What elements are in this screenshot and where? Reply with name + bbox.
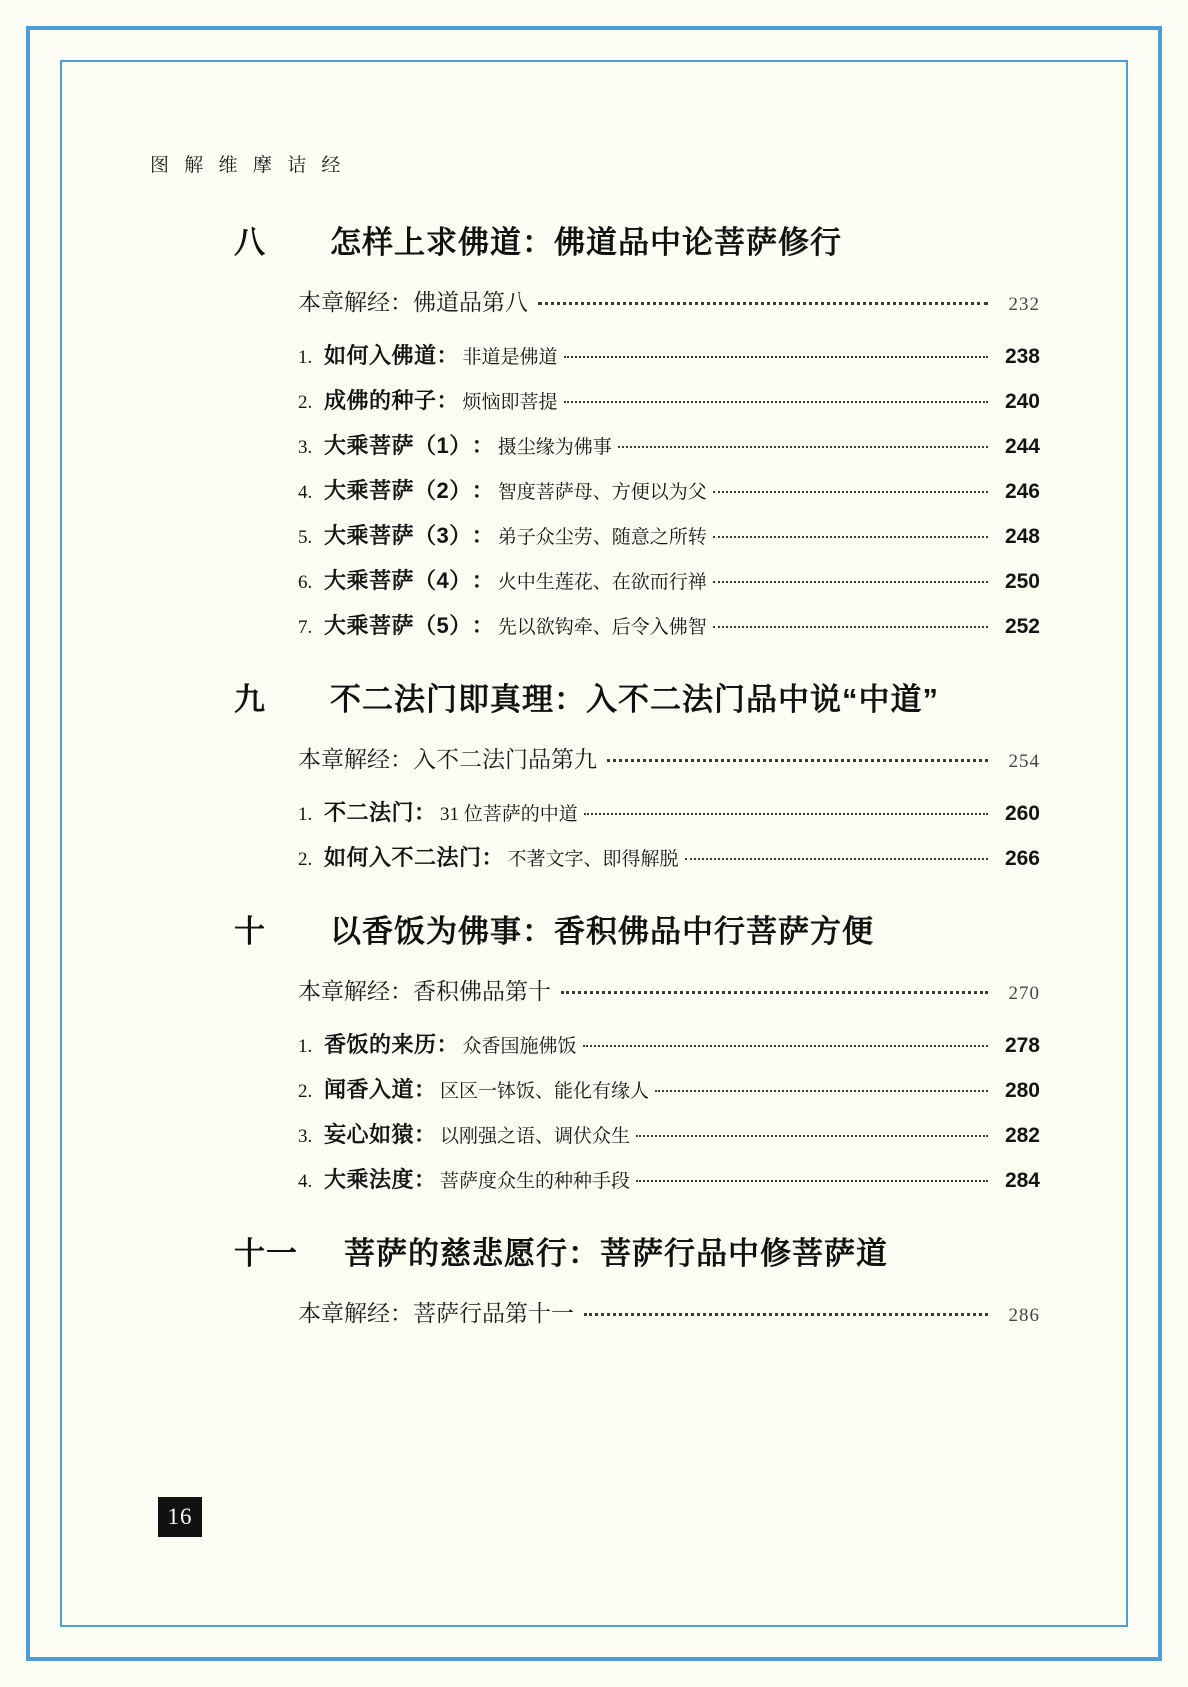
entry-page: 280 bbox=[1004, 1079, 1040, 1102]
entry-index: 2. bbox=[298, 1081, 313, 1102]
entry-title: 香饭的来历 bbox=[324, 1032, 437, 1057]
leader-dots bbox=[583, 1045, 988, 1047]
entry-subtitle: 烦恼即菩提 bbox=[462, 392, 558, 413]
entry-title: 如何入不二法门 bbox=[324, 845, 482, 870]
entry-colon: ： bbox=[414, 800, 437, 825]
entry-index: 5. bbox=[298, 527, 313, 548]
entry-index: 3. bbox=[298, 1126, 313, 1147]
toc-entry[interactable] bbox=[150, 1073, 1040, 1104]
entry-subtitle: 火中生莲花、在欲而行禅 bbox=[497, 572, 707, 593]
chapter-heading bbox=[150, 674, 1040, 719]
entry-title: 大乘菩萨（3） bbox=[324, 523, 472, 548]
entry-subtitle: 智度菩萨母、方便以为父 bbox=[497, 482, 707, 503]
entry-page: 240 bbox=[1004, 390, 1040, 413]
entry-colon: ： bbox=[471, 613, 494, 638]
chapter-number: 九 bbox=[234, 682, 266, 717]
entry-page: 284 bbox=[1004, 1169, 1040, 1192]
entry-page: 244 bbox=[1004, 435, 1040, 458]
leader-dots bbox=[713, 581, 988, 583]
entry-subtitle: 不著文字、即得解脱 bbox=[507, 849, 679, 870]
entry-index: 3. bbox=[298, 437, 313, 458]
entry-index: 6. bbox=[298, 572, 313, 593]
chapter-title-text: 怎样上求佛道：佛道品中论菩萨修行 bbox=[330, 225, 842, 260]
entry-subtitle: 弟子众尘劳、随意之所转 bbox=[497, 527, 707, 548]
entry-colon: ： bbox=[481, 845, 504, 870]
chapter-lead-text: 本章解经：香积佛品第十 bbox=[298, 979, 551, 1004]
running-head: 图 解 维 摩 诘 经 bbox=[150, 155, 346, 176]
leader-dots bbox=[564, 356, 988, 358]
entry-colon: ： bbox=[471, 568, 494, 593]
entry-subtitle: 非道是佛道 bbox=[462, 347, 558, 368]
toc-entry[interactable] bbox=[150, 609, 1040, 640]
leader-dots bbox=[607, 759, 988, 762]
leader-dots bbox=[713, 536, 988, 538]
toc-chapter bbox=[150, 217, 1040, 640]
entry-subtitle: 先以欲钩牵、后令入佛智 bbox=[497, 617, 707, 638]
toc-entry[interactable] bbox=[150, 474, 1040, 505]
entry-page: 238 bbox=[1004, 345, 1040, 368]
chapter-lead-page: 254 bbox=[1008, 751, 1040, 772]
leader-dots bbox=[561, 991, 988, 994]
chapter-title-text: 菩萨的慈悲愿行：菩萨行品中修菩萨道 bbox=[344, 1236, 888, 1271]
entry-page: 278 bbox=[1004, 1034, 1040, 1057]
entry-subtitle: 31 位菩萨的中道 bbox=[440, 804, 578, 825]
entry-title: 成佛的种子 bbox=[324, 388, 437, 413]
leader-dots bbox=[713, 626, 988, 628]
chapter-lead-entry[interactable] bbox=[150, 973, 1040, 1006]
chapter-number: 十一 bbox=[234, 1236, 298, 1271]
entry-subtitle: 众香国施佛饭 bbox=[462, 1036, 577, 1057]
leader-dots bbox=[636, 1135, 988, 1137]
entry-index: 7. bbox=[298, 617, 313, 638]
entry-title: 大乘菩萨（4） bbox=[324, 568, 472, 593]
entry-page: 282 bbox=[1004, 1124, 1040, 1147]
entry-page: 248 bbox=[1004, 525, 1040, 548]
toc-entry[interactable] bbox=[150, 519, 1040, 550]
entry-index: 2. bbox=[298, 849, 313, 870]
entry-title: 大乘菩萨（2） bbox=[324, 478, 472, 503]
entry-page: 266 bbox=[1004, 847, 1040, 870]
entry-page: 260 bbox=[1004, 802, 1040, 825]
entry-colon: ： bbox=[471, 523, 494, 548]
chapter-lead-text: 本章解经：菩萨行品第十一 bbox=[298, 1301, 574, 1326]
entry-index: 1. bbox=[298, 347, 313, 368]
chapter-heading bbox=[150, 217, 1040, 262]
entry-subtitle: 摄尘缘为佛事 bbox=[497, 437, 612, 458]
toc-chapter bbox=[150, 1228, 1040, 1328]
chapter-title-text: 不二法门即真理：入不二法门品中说“中道” bbox=[330, 682, 939, 717]
entry-page: 246 bbox=[1004, 480, 1040, 503]
entry-index: 4. bbox=[298, 1171, 313, 1192]
entry-index: 1. bbox=[298, 804, 313, 825]
entry-colon: ： bbox=[414, 1077, 437, 1102]
leader-dots bbox=[564, 401, 988, 403]
toc-entry[interactable] bbox=[150, 1028, 1040, 1059]
leader-dots bbox=[685, 858, 988, 860]
toc-entry[interactable] bbox=[150, 1118, 1040, 1149]
chapter-lead-text: 本章解经：佛道品第八 bbox=[298, 290, 528, 315]
chapter-title-text: 以香饭为佛事：香积佛品中行菩萨方便 bbox=[330, 914, 874, 949]
entry-colon: ： bbox=[436, 343, 459, 368]
entry-page: 250 bbox=[1004, 570, 1040, 593]
entry-index: 2. bbox=[298, 392, 313, 413]
entry-index: 1. bbox=[298, 1036, 313, 1057]
entry-title: 不二法门 bbox=[324, 800, 415, 825]
toc-entry[interactable] bbox=[150, 564, 1040, 595]
toc-entry[interactable] bbox=[150, 429, 1040, 460]
entry-colon: ： bbox=[414, 1167, 437, 1192]
chapter-lead-entry[interactable] bbox=[150, 1295, 1040, 1328]
entry-colon: ： bbox=[436, 1032, 459, 1057]
toc-entry[interactable] bbox=[150, 1163, 1040, 1194]
leader-dots bbox=[655, 1090, 988, 1092]
entry-subtitle: 区区一钵饭、能化有缘人 bbox=[440, 1081, 650, 1102]
page-number: 16 bbox=[158, 1497, 202, 1537]
leader-dots bbox=[636, 1180, 988, 1182]
toc-entry[interactable] bbox=[150, 841, 1040, 872]
entry-colon: ： bbox=[471, 478, 494, 503]
chapter-heading bbox=[150, 906, 1040, 951]
chapter-lead-entry[interactable] bbox=[150, 284, 1040, 317]
chapter-lead-page: 232 bbox=[1008, 294, 1040, 315]
leader-dots bbox=[584, 813, 988, 815]
leader-dots bbox=[618, 446, 988, 448]
entry-page: 252 bbox=[1004, 615, 1040, 638]
chapter-number: 十 bbox=[234, 914, 266, 949]
toc-chapter bbox=[150, 674, 1040, 872]
chapter-heading bbox=[150, 1228, 1040, 1273]
entry-title: 如何入佛道 bbox=[324, 343, 437, 368]
chapter-lead-text: 本章解经：入不二法门品第九 bbox=[298, 747, 597, 772]
toc-chapter bbox=[150, 906, 1040, 1194]
toc-entry[interactable] bbox=[150, 339, 1040, 370]
entry-title: 大乘菩萨（5） bbox=[324, 613, 472, 638]
entry-title: 闻香入道 bbox=[324, 1077, 415, 1102]
entry-title: 妄心如猿 bbox=[324, 1122, 415, 1147]
leader-dots bbox=[538, 302, 988, 305]
chapter-lead-page: 286 bbox=[1008, 1305, 1040, 1326]
entry-colon: ： bbox=[436, 388, 459, 413]
toc-entry[interactable] bbox=[150, 384, 1040, 415]
entry-title: 大乘法度 bbox=[324, 1167, 415, 1192]
chapter-number: 八 bbox=[234, 225, 266, 260]
table-of-contents bbox=[150, 150, 1040, 1350]
entry-subtitle: 菩萨度众生的种种手段 bbox=[440, 1171, 631, 1192]
entry-colon: ： bbox=[414, 1122, 437, 1147]
entry-subtitle: 以刚强之语、调伏众生 bbox=[440, 1126, 631, 1147]
entry-title: 大乘菩萨（1） bbox=[324, 433, 472, 458]
chapter-lead-page: 270 bbox=[1008, 983, 1040, 1004]
entry-colon: ： bbox=[471, 433, 494, 458]
entry-index: 4. bbox=[298, 482, 313, 503]
leader-dots bbox=[713, 491, 988, 493]
leader-dots bbox=[584, 1313, 988, 1316]
toc-entry[interactable] bbox=[150, 796, 1040, 827]
chapter-lead-entry[interactable] bbox=[150, 741, 1040, 774]
